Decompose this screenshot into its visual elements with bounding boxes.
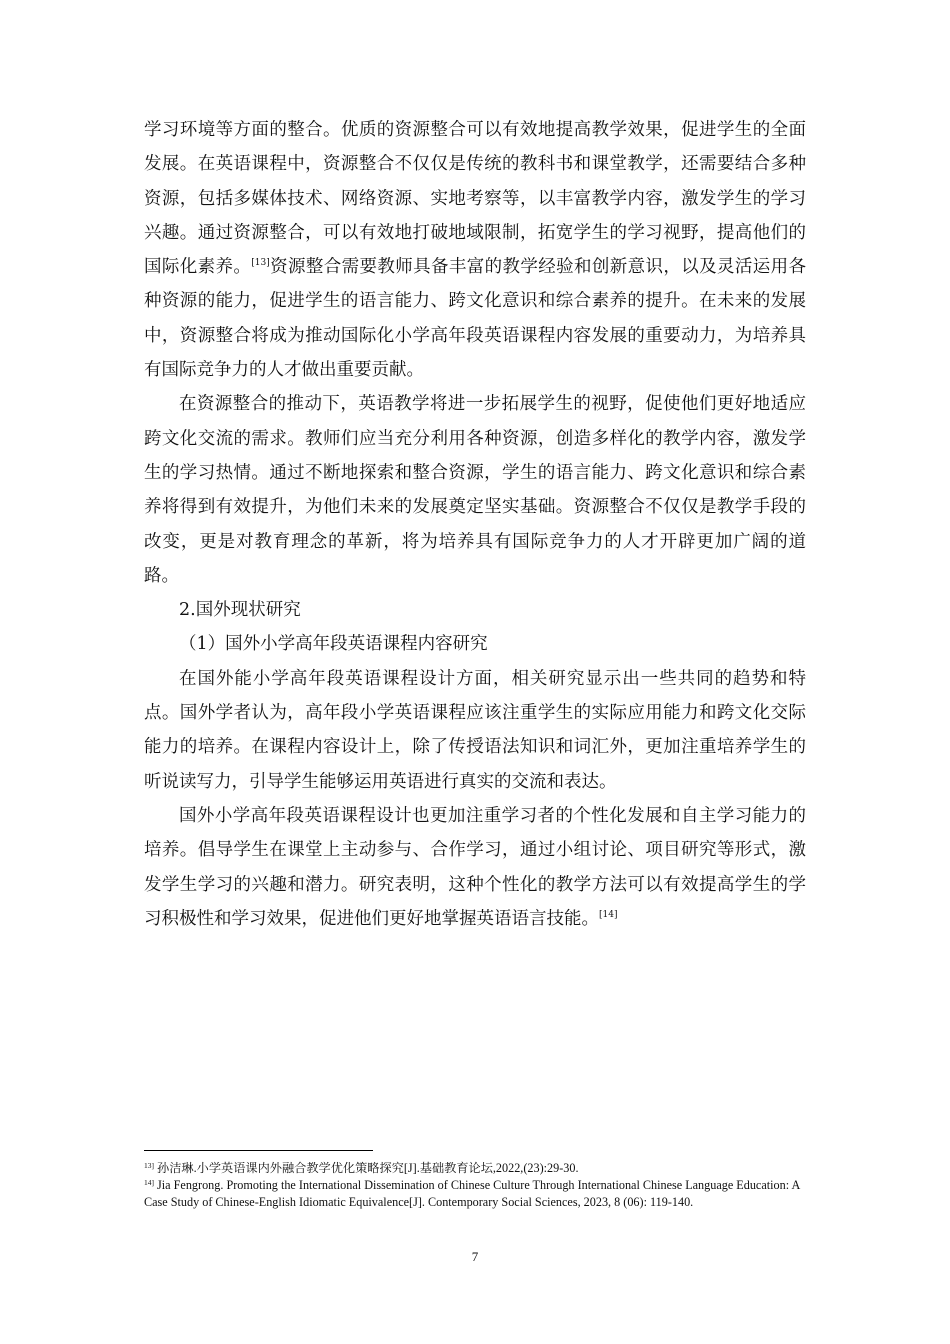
footnote-mark: 13] — [144, 1161, 154, 1170]
citation-marker: [14] — [599, 909, 618, 920]
paragraph — [144, 113, 806, 387]
paragraph-text: 学习环境等方面的整合。优质的资源整合可以有效地提高教学效果，促进学生的全面发展。在英语课程中，资源整合不仅仅是传统的教科书和课堂教学，还需要结合多种资源，包括多媒体技术、网络资源、实地考察等，以丰富教学内容，激发学生的学习兴趣。通过资源整合，可以有效地打破地域限制，拓宽学生的学习视野，提高他们的国际化素养。 — [144, 120, 806, 278]
paragraph: 在资源整合的推动下，英语教学将进一步拓展学生的视野，促使他们更好地适应跨文化交流的需求。教师们应当充分利用各种资源，创造多样化的教学内容，激发学生的学习热情。通过不断地探索和整合资源，学生的语言能力、跨文化意识和综合素养将得到有效提升，为他们未来的发展奠定坚实基础。资源整合不仅仅是教学手段的改变，更是对教育理念的革新，将为培养具有国际竞争力的人才开辟更加广阔的道路。 — [144, 394, 806, 586]
subsection-heading: （1）国外小学高年段英语课程内容研究 — [179, 634, 488, 655]
page-number: 7 — [471, 1249, 479, 1264]
footnote — [144, 1177, 806, 1211]
paragraph-text: 国外小学高年段英语课程设计也更加注重学习者的个性化发展和自主学习能力的培养。倡导学生在课堂上主动参与、合作学习，通过小组讨论、项目研究等形式，激发学生学习的兴趣和潜力。研究表明，这种个性化的教学方法可以有效提高学生的学习积极性和学习效果，促进他们更好地掌握英语语言技能。 — [144, 805, 806, 929]
paragraph: 在国外能小学高年段英语课程设计方面，相关研究显示出一些共同的趋势和特点。国外学者认为，高年段小学英语课程应该注重学生的实际应用能力和跨文化交际能力的培养。在课程内容设计上，除了传授语法知识和词汇外，更加注重培养学生的听说读写力，引导学生能够运用英语进行真实的交流和表达。 — [144, 668, 806, 792]
footnote — [144, 1160, 806, 1177]
footnote-text: Jia Fengrong. Promoting the International Dissemination of Chinese Culture Through International Chinese Language Education: A Case Study of Chinese-English Idiomatic Equivalence[J]. Contemporary Social Sciences, 2023, 8 (06): 119-140. — [144, 1178, 800, 1209]
footnote-text: 孙洁琳.小学英语课内外融合教学优化策略探究[J].基础教育论坛,2022,(23):29-30. — [154, 1161, 579, 1175]
citation-marker: [13] — [251, 258, 270, 269]
section-heading: 2.国外现状研究 — [179, 600, 301, 621]
body-text — [144, 113, 806, 936]
paragraph-text: 资源整合需要教师具备丰富的教学经验和创新意识，以及灵活运用各种资源的能力，促进学生的语言能力、跨文化意识和综合素养的提升。在未来的发展中，资源整合将成为推动国际化小学高年段英语课程内容发展的重要动力，为培养具有国际竞争力的人才做出重要贡献。 — [144, 257, 807, 381]
footnotes — [144, 1160, 806, 1211]
footnote-mark: 14] — [144, 1178, 154, 1187]
paragraph — [144, 799, 806, 936]
footnote-separator — [144, 1150, 373, 1151]
